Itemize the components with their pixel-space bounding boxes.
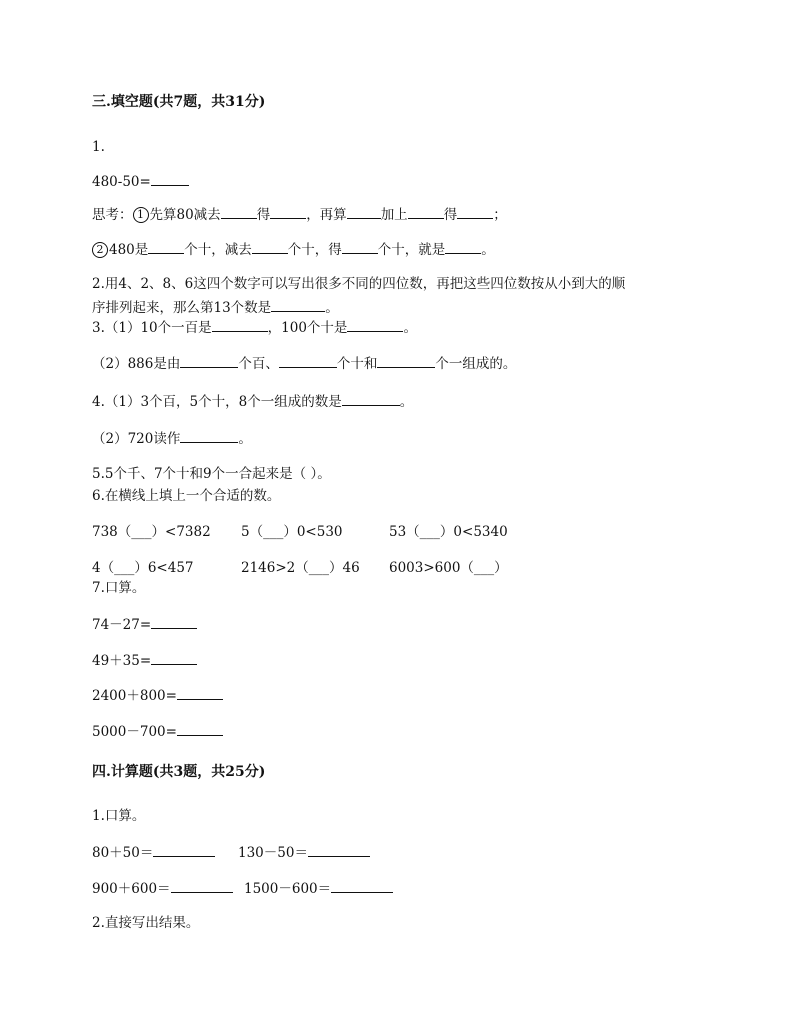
hint-text: ，再算: [306, 207, 347, 223]
question-2-line-2: [92, 298, 339, 317]
equation-text: 2400＋800=: [92, 688, 177, 704]
answer-blank[interactable]: [151, 615, 197, 629]
answer-blank[interactable]: [148, 240, 184, 254]
hint-label: 思考：: [92, 207, 133, 223]
answer-blank[interactable]: [445, 240, 481, 254]
text: ，100个十是: [267, 320, 348, 336]
question-1-line-2: [92, 240, 495, 259]
hint-text: ；: [493, 207, 507, 223]
section-4-question-1-title: 1.口算。: [92, 808, 146, 824]
answer-blank[interactable]: [151, 651, 197, 665]
equation-text: 900＋600＝: [92, 881, 171, 897]
section-4-question-2-title: 2.直接写出结果。: [92, 915, 200, 931]
answer-blank[interactable]: [408, 205, 444, 219]
equation-text: 49＋35=: [92, 653, 152, 669]
text: （2）886是由: [92, 356, 181, 372]
answer-blank[interactable]: [177, 722, 223, 736]
answer-blank[interactable]: [180, 354, 238, 368]
calc-item: [92, 843, 215, 862]
section-3-title: 三.填空题(共7题，共31分): [92, 94, 266, 110]
text: 个百、: [238, 356, 279, 372]
circled-number-1: 1: [133, 207, 149, 223]
text: （2）720读作: [92, 431, 181, 447]
text: 。: [238, 431, 252, 447]
hint-text: 得: [256, 207, 271, 223]
answer-blank[interactable]: [252, 240, 288, 254]
text: 。: [403, 320, 417, 336]
answer-blank[interactable]: [153, 843, 215, 857]
comparison-item[interactable]: 738（___）<7382: [92, 524, 211, 540]
question-3-part-1: [92, 318, 417, 337]
text: 。: [481, 242, 495, 258]
text: 。: [399, 394, 414, 410]
answer-blank[interactable]: [151, 172, 189, 186]
section-4-title: 四.计算题(共3题，共25分): [92, 764, 266, 780]
answer-blank[interactable]: [279, 354, 337, 368]
hint-text: 先算80减去: [149, 207, 221, 223]
text: 个十和: [336, 356, 378, 372]
circled-number-2: 2: [92, 242, 108, 258]
equation-text: 5000－700=: [92, 724, 177, 740]
answer-blank[interactable]: [347, 205, 381, 219]
answer-blank[interactable]: [308, 843, 370, 857]
answer-blank[interactable]: [331, 879, 393, 893]
answer-blank[interactable]: [270, 205, 306, 219]
question-3-part-2: [92, 354, 516, 373]
question-2-line-1: 2.用4、2、8、6这四个数字可以写出很多不同的四位数，再把这些四位数按从小到大的顺: [92, 276, 626, 292]
text: 。: [325, 300, 339, 316]
hint-text: 得: [443, 207, 458, 223]
calc-item: [244, 879, 393, 898]
comparison-item[interactable]: 6003>600（___）: [389, 560, 508, 576]
equation-text: 74－27=: [92, 617, 152, 633]
answer-blank[interactable]: [171, 879, 233, 893]
mental-math-item: [92, 686, 223, 705]
answer-blank[interactable]: [347, 318, 403, 332]
equation-text: 80＋50＝: [92, 845, 154, 861]
answer-blank[interactable]: [342, 240, 378, 254]
answer-blank[interactable]: [377, 354, 435, 368]
answer-blank[interactable]: [177, 686, 223, 700]
text: 个十，得: [287, 242, 342, 258]
mental-math-item: [92, 615, 197, 634]
question-7-title: 7.口算。: [92, 580, 146, 596]
question-4-part-1: [92, 392, 413, 411]
question-1-number: 1.: [92, 139, 105, 155]
answer-blank[interactable]: [212, 318, 268, 332]
answer-blank[interactable]: [180, 429, 238, 443]
mental-math-item: [92, 722, 223, 741]
question-6-title: 6.在横线上填上一个合适的数。: [92, 488, 281, 504]
calc-item: [92, 879, 233, 898]
text: 3.（1）10个一百是: [92, 320, 212, 336]
text: 序排列起来，那么第13个数是: [92, 300, 272, 316]
calc-item: [238, 843, 370, 862]
comparison-item[interactable]: 53（___）0<5340: [389, 524, 508, 540]
question-5: 5.5个千、7个十和9个一合起来是（ ）。: [92, 466, 331, 482]
comparison-item[interactable]: 2146>2（___）46: [241, 560, 360, 576]
text: 个十，减去: [184, 242, 252, 258]
equation-text: 1500－600＝: [244, 881, 332, 897]
text: 4.（1）3个百，5个十，8个一组成的数是: [92, 394, 342, 410]
mental-math-item: [92, 651, 197, 670]
answer-blank[interactable]: [342, 392, 400, 406]
answer-blank[interactable]: [271, 298, 325, 312]
text: 个十，就是: [377, 242, 446, 258]
equation-text: 130－50＝: [238, 845, 308, 861]
text: 480是: [109, 242, 149, 258]
comparison-item[interactable]: 4（___）6<457: [92, 560, 194, 576]
question-4-part-2: [92, 429, 252, 448]
answer-blank[interactable]: [457, 205, 493, 219]
comparison-item[interactable]: 5（___）0<530: [241, 524, 343, 540]
text: 个一组成的。: [435, 356, 517, 372]
equation-text: 480-50=: [92, 174, 151, 190]
question-1-equation: [92, 172, 189, 191]
question-1-hint-line: [92, 205, 507, 224]
hint-text: 加上: [380, 207, 408, 223]
answer-blank[interactable]: [221, 205, 257, 219]
